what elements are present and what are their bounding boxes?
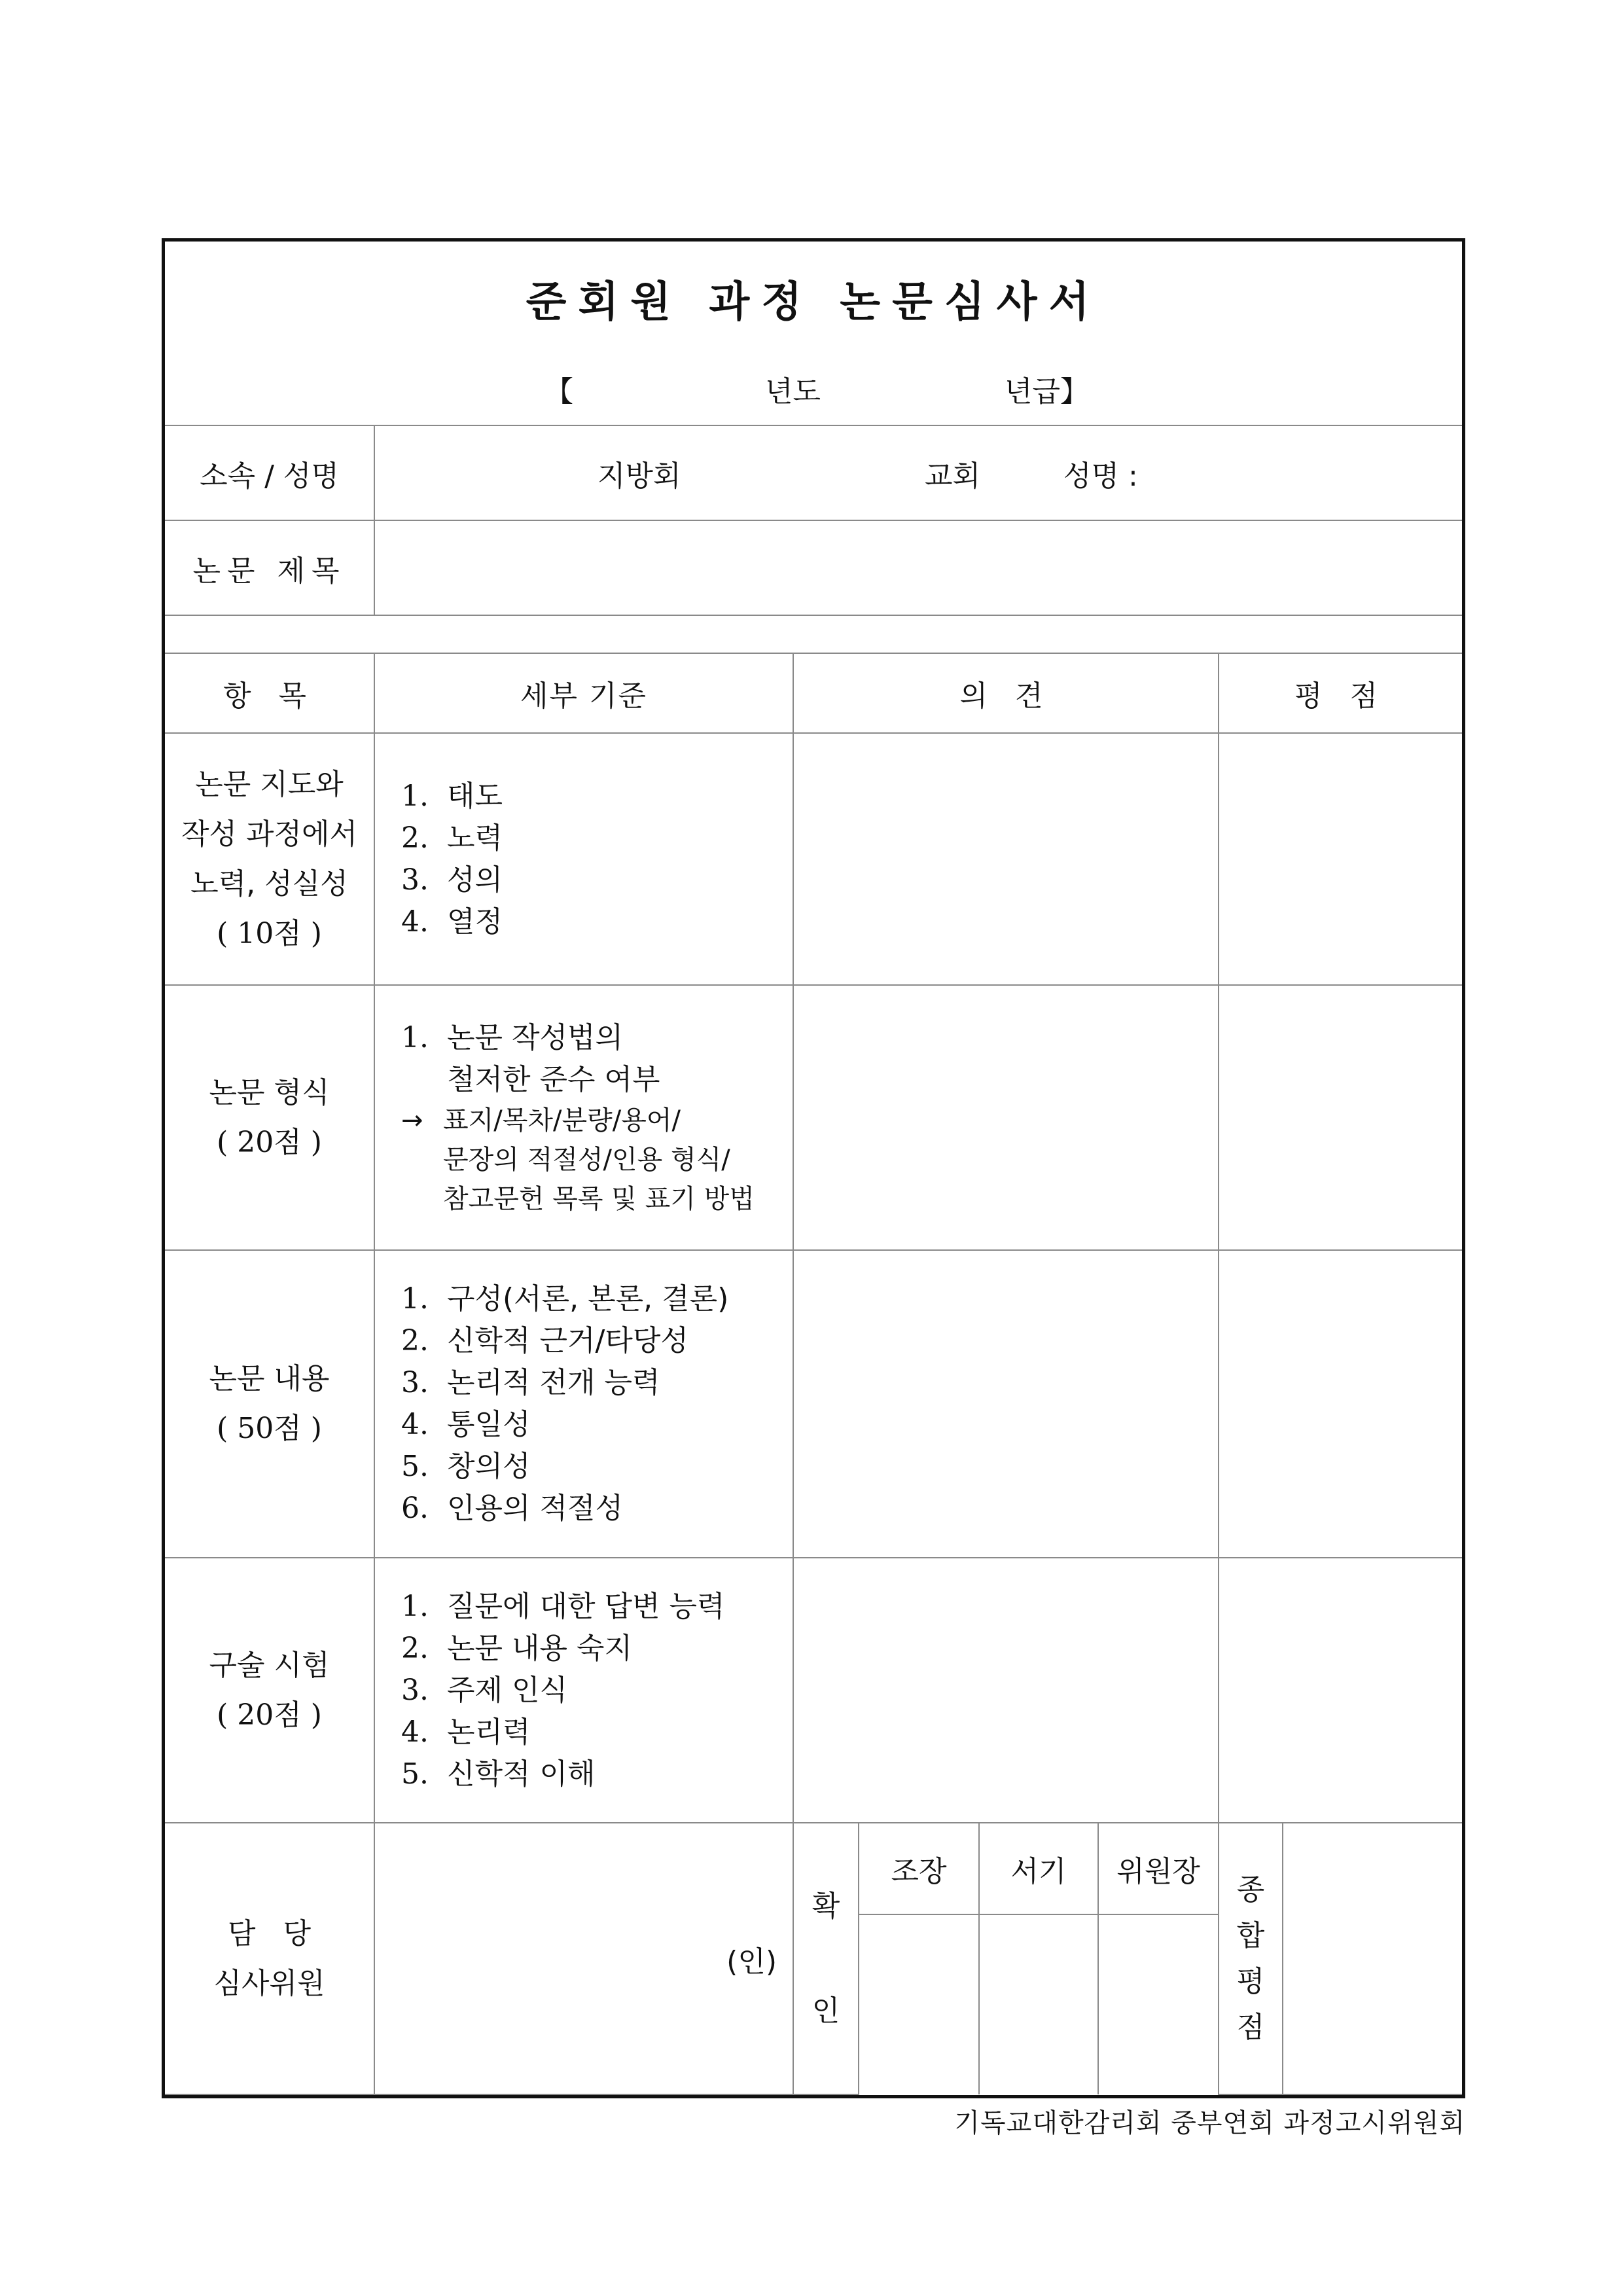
category-line: 작성 과정에서 — [181, 817, 357, 851]
reviewer-signature-field[interactable] — [374, 1823, 793, 2094]
review-form — [162, 238, 1465, 2098]
criteria-item: 6. 인용의 적절성 — [401, 1492, 624, 1525]
category-line: 논문 내용 — [209, 1362, 330, 1395]
approver-chair-label: 위원장 — [1098, 1823, 1219, 1914]
seal-mark: (인) — [726, 1945, 777, 1979]
arrow-icon: → — [401, 1105, 423, 1136]
criteria-item: 1. 질문에 대한 답변 능력 — [401, 1589, 725, 1623]
church-label: 교회 — [925, 459, 981, 493]
thesis-title-label: 논문 제목 — [165, 520, 374, 615]
form-table — [165, 242, 1462, 2095]
criteria-item: 3. 주제 인식 — [401, 1673, 568, 1707]
category-line: 논문 지도와 — [195, 767, 344, 801]
criteria-item: 1. 태도 — [401, 779, 503, 813]
approver-secretary-sign-field[interactable] — [979, 1914, 1098, 2094]
opinion-field[interactable] — [793, 1558, 1219, 1823]
criteria-list — [374, 1558, 793, 1823]
criteria-item: 4. 논리력 — [401, 1715, 531, 1749]
section-category — [165, 1558, 374, 1823]
column-header-score: 평 점 — [1219, 653, 1462, 733]
thesis-title-field[interactable] — [374, 520, 1462, 615]
criteria-item: 2. 노력 — [401, 821, 503, 855]
column-header-item: 항 목 — [165, 653, 374, 733]
criteria-item-continued: 철저한 준수 여부 — [447, 1062, 660, 1096]
approver-leader-sign-field[interactable] — [859, 1914, 979, 2094]
issuer-footer: 기독교대한감리회 중부연회 과정고시위원회 — [954, 2108, 1465, 2138]
reviewer-label-line1: 담 당 — [228, 1916, 311, 1950]
document-title: 준회원 과정 논문심사서 — [526, 278, 1101, 327]
criteria-list — [374, 985, 793, 1250]
approver-leader-label: 조장 — [859, 1823, 979, 1914]
spacer-row — [165, 615, 1462, 653]
total-score-field[interactable] — [1283, 1823, 1462, 2094]
year-bracket-open: 【 — [544, 375, 573, 408]
criteria-item: 2. 논문 내용 숙지 — [401, 1631, 632, 1665]
category-line: 노력, 성실성 — [190, 867, 348, 901]
criteria-item: 3. 성의 — [401, 863, 503, 897]
category-line: 구술 시험 — [209, 1648, 330, 1682]
score-field[interactable] — [1219, 1558, 1462, 1823]
criteria-item: 1. 논문 작성법의 — [401, 1020, 624, 1054]
criteria-item: 5. 신학적 이해 — [401, 1757, 596, 1791]
approver-chair-sign-field[interactable] — [1098, 1914, 1219, 2094]
total-score-label: 종 합 평 점 — [1219, 1823, 1283, 2094]
criteria-item: 2. 신학적 근거/타당성 — [401, 1324, 688, 1357]
category-points: ( 20점 ) — [217, 1125, 322, 1159]
title-cell — [165, 242, 1462, 425]
affiliation-label: 소속 / 성명 — [165, 425, 374, 520]
year-grade-line — [165, 368, 1462, 407]
score-field[interactable] — [1219, 1250, 1462, 1558]
criteria-detail: 참고문헌 목록 및 표기 방법 — [443, 1183, 755, 1214]
score-field[interactable] — [1219, 733, 1462, 985]
affiliation-field[interactable] — [374, 425, 1462, 520]
grade-label: 년급】 — [1005, 375, 1090, 408]
section-category — [165, 1250, 374, 1558]
criteria-detail: 문장의 적절성/인용 형식/ — [443, 1144, 730, 1175]
criteria-detail: → 표지/목차/분량/용어/ — [401, 1101, 793, 1140]
confirm-label: 확 인 — [793, 1823, 859, 2094]
column-header-criteria: 세부 기준 — [374, 653, 793, 733]
district-label: 지방회 — [597, 459, 681, 493]
criteria-item: 4. 통일성 — [401, 1408, 531, 1441]
criteria-item: 4. 열정 — [401, 905, 503, 939]
category-points: ( 50점 ) — [217, 1412, 322, 1445]
criteria-list — [374, 1250, 793, 1558]
category-points: ( 20점 ) — [217, 1698, 322, 1732]
opinion-field[interactable] — [793, 985, 1219, 1250]
category-line: 논문 형식 — [209, 1075, 330, 1109]
section-category — [165, 733, 374, 985]
reviewer-label — [165, 1823, 374, 2094]
name-label: 성명 : — [1063, 459, 1138, 493]
opinion-field[interactable] — [793, 733, 1219, 985]
criteria-item: 5. 창의성 — [401, 1450, 531, 1483]
category-points: ( 10점 ) — [217, 916, 322, 950]
opinion-field[interactable] — [793, 1250, 1219, 1558]
criteria-item: 3. 논리적 전개 능력 — [401, 1366, 660, 1399]
score-field[interactable] — [1219, 985, 1462, 1250]
column-header-opinion: 의 견 — [793, 653, 1219, 733]
criteria-list — [374, 733, 793, 985]
section-category — [165, 985, 374, 1250]
year-label: 년도 — [765, 375, 821, 408]
approver-secretary-label: 서기 — [979, 1823, 1098, 1914]
criteria-item: 1. 구성(서론, 본론, 결론) — [401, 1282, 729, 1316]
reviewer-label-line2: 심사위원 — [213, 1966, 325, 2000]
